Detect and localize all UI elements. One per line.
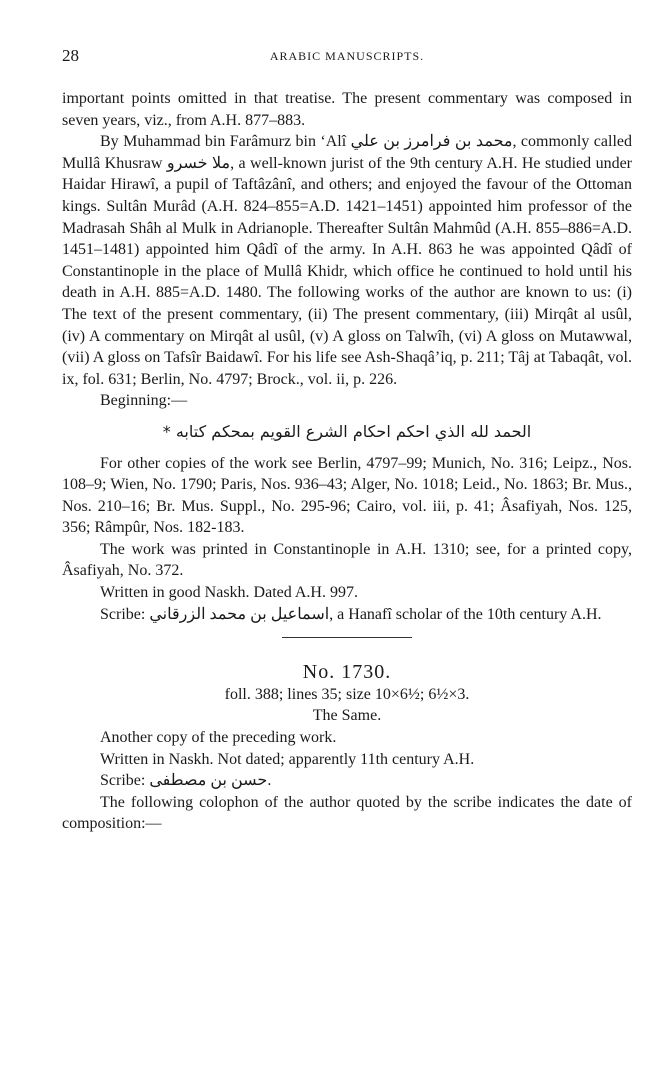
arabic-incipit: الحمد لله الذي احكم احكام الشرع القويم بمحكم كتابه *	[162, 421, 532, 441]
section-divider	[282, 637, 412, 638]
entry-line-scribe: Scribe: حسن بن مصطفى.	[100, 772, 272, 790]
entry-collation: foll. 388; lines 35; size 10×6½; 6½×3.	[224, 685, 470, 703]
entry-line-copy: Another copy of the preceding work.	[100, 729, 337, 747]
paragraph-continuation: important points omitted in that treatise. The present commentary was composed in seven years, viz., from A.H. 877–883.	[62, 90, 632, 129]
page-body	[62, 88, 632, 835]
entry-line-colophon: The following colophon of the author quoted by the scribe indicates the date of composition:—	[62, 793, 632, 833]
beginning-label: Beginning:—	[100, 392, 188, 410]
entry-title: The Same.	[312, 707, 382, 725]
paragraph-author: By Muhammad bin Farâmurz bin ‘Alî محمد بن فرامرز بن علي, commonly called Mullâ Khusraw ملا خسرو, a well-known jurist of the 9th century A.H. He studied under Haidar Hirawî, a pupil of Taftâzânî, and others; and enjoyed the favour of the Ottoman kings. Sultân Murâd (A.H. 824–855=A.D. 1421–1451) appointed him professor of the Madrasah Shâh al Mulk in Adrianople. Thereafter Sultân Mahmûd (A.H. 855–886=A.D. 1451–1481) appointed him Qâdî of the army. In A.H. 863 he was appointed Qâdî of Constantinople in the place of Mullâ Khidr, which office he continued to hold until his death in A.H. 885=A.D. 1480. The following works of the author are known to us: (i) The text of the present commentary, (ii) The present commentary, (iii) Mirqât al usûl, (iv) A commentary on Mirqât al usûl, (v) A gloss on Talwîh, (vi) A gloss on Mutawwal, (vii) A gloss on Tafsîr Baidawî. For his life see Ash-Shaqâ’iq, p. 211; Tâj at Tabaqât, vol. ix, fol. 631; Berlin, No. 4797; Brock., vol. ii, p. 226.	[62, 133, 633, 388]
paragraph-written: Written in good Naskh. Dated A.H. 997.	[100, 584, 358, 602]
page-header	[62, 46, 632, 70]
entry-number: No. 1730.	[302, 661, 392, 684]
paragraph-scribe: Scribe: اسماعيل بن محمد الزرقاني, a Hanafî scholar of the 10th century A.H.	[100, 605, 602, 623]
paragraph-printed: The work was printed in Constantinople in A.H. 1310; see, for a printed copy, Âsafiyah, No. 372.	[62, 540, 632, 580]
entry-line-written: Written in Naskh. Not dated; apparently 11th century A.H.	[100, 750, 475, 768]
page-number: 28	[62, 46, 79, 65]
paragraph-other-copies: For other copies of the work see Berlin, 4797–99; Munich, No. 316; Leipz., Nos. 108–9; Wien, No. 1790; Paris, Nos. 936–43; Alger, No. 1018; Leid., No. 1863; Br. Mus., Nos. 210–16; Br. Mus. Suppl., No. 295-96; Cairo, vol. iii, p. 41; Âsafiyah, Nos. 125, 356; Râmpûr, Nos. 182-183.	[62, 454, 632, 537]
running-title: ARABIC MANUSCRIPTS.	[269, 49, 425, 63]
